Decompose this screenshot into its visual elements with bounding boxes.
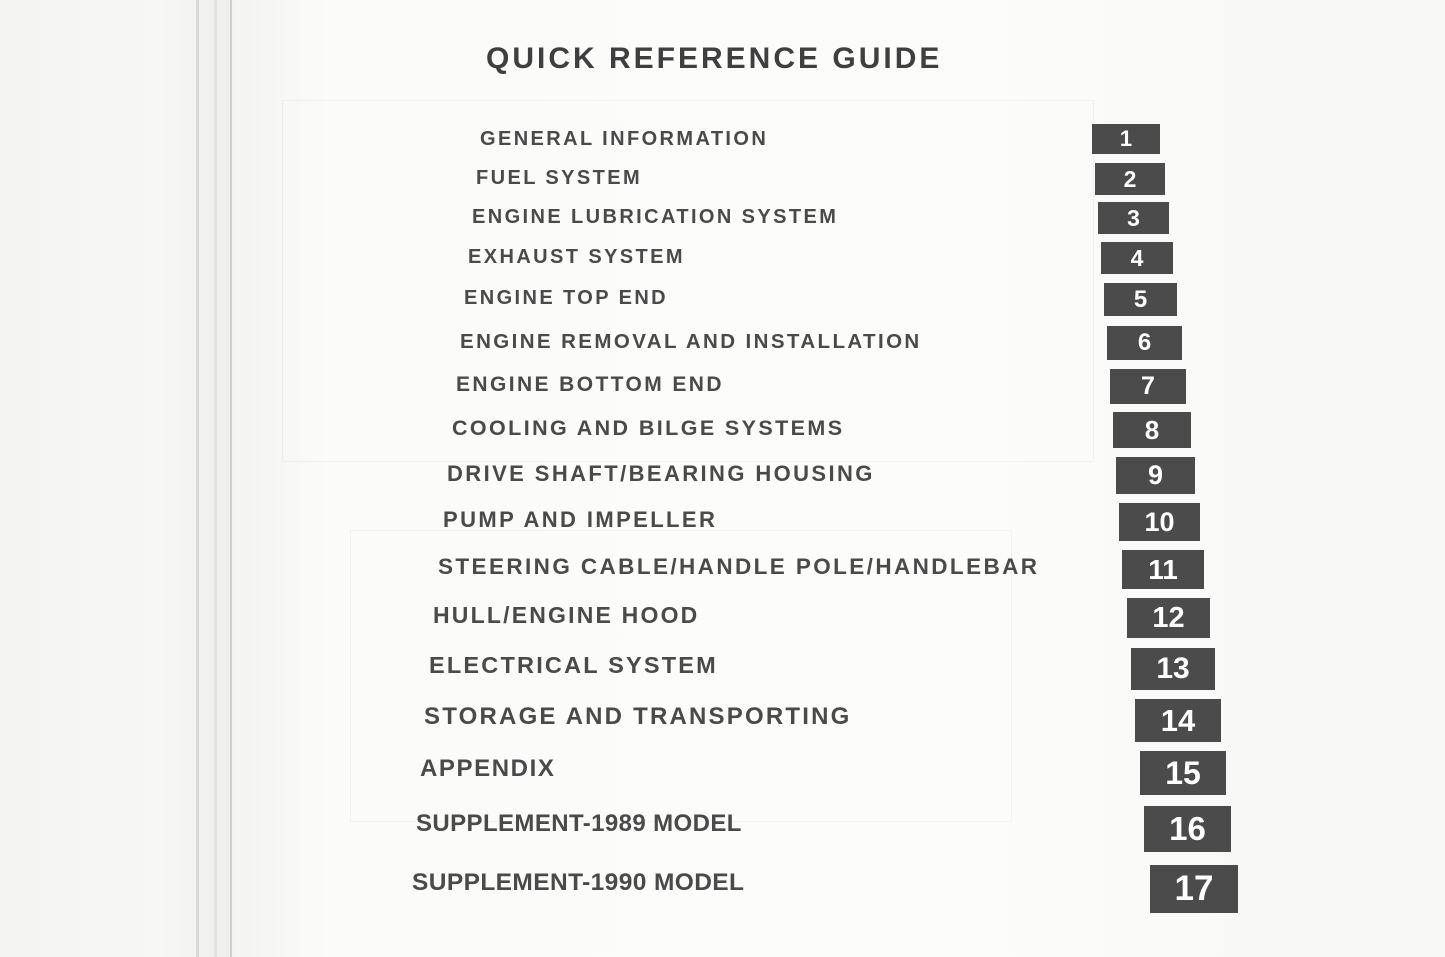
page-title: QUICK REFERENCE GUIDE — [486, 42, 943, 75]
section-tab — [1122, 550, 1204, 589]
toc-entry-label: DRIVE SHAFT/BEARING HOUSING — [447, 461, 875, 486]
toc-entry-label: ENGINE REMOVAL AND INSTALLATION — [460, 330, 922, 353]
section-number: 2 — [1123, 166, 1137, 192]
section-number: 5 — [1133, 286, 1148, 313]
section-tab — [1101, 242, 1173, 274]
page-edge — [214, 0, 217, 957]
toc-entry-label: APPENDIX — [420, 755, 556, 782]
toc-entry-label: COOLING AND BILGE SYSTEMS — [452, 416, 845, 440]
section-number: 12 — [1152, 602, 1185, 634]
toc-entry-label: ENGINE BOTTOM END — [456, 373, 724, 396]
section-tab — [1140, 751, 1226, 795]
section-tab — [1119, 503, 1200, 541]
section-number: 11 — [1148, 554, 1178, 585]
section-number: 14 — [1160, 703, 1196, 738]
section-tab — [1104, 283, 1177, 316]
section-tab — [1127, 598, 1210, 638]
section-number: 9 — [1147, 460, 1164, 490]
section-tab — [1098, 202, 1169, 234]
section-tab — [1150, 865, 1238, 913]
section-tab — [1107, 326, 1182, 360]
toc-entry-label: GENERAL INFORMATION — [480, 128, 769, 150]
section-tab — [1113, 412, 1191, 448]
toc-entry-label: HULL/ENGINE HOOD — [433, 602, 700, 628]
section-number: 4 — [1130, 245, 1144, 271]
section-number: 17 — [1174, 869, 1214, 908]
toc-entry-label: ENGINE LUBRICATION SYSTEM — [472, 206, 839, 228]
section-tab — [1131, 648, 1215, 690]
section-tab — [1144, 806, 1231, 852]
toc-entry-label: ELECTRICAL SYSTEM — [429, 652, 718, 678]
show-through — [282, 100, 1094, 462]
toc-entry-label: EXHAUST SYSTEM — [468, 246, 685, 268]
toc-entry-label: FUEL SYSTEM — [476, 167, 643, 189]
section-number: 13 — [1156, 652, 1190, 685]
section-number: 10 — [1144, 507, 1175, 537]
section-tab — [1116, 457, 1195, 494]
toc-entry-label: STORAGE AND TRANSPORTING — [424, 703, 852, 730]
section-number: 8 — [1144, 415, 1160, 445]
section-number: 16 — [1169, 810, 1206, 847]
page-edge — [196, 0, 199, 957]
section-number: 7 — [1141, 372, 1155, 400]
section-number: 15 — [1165, 755, 1201, 791]
toc-entry-label: ENGINE TOP END — [464, 287, 669, 309]
section-number: 6 — [1137, 329, 1152, 356]
toc-entry-label: PUMP AND IMPELLER — [443, 507, 718, 532]
toc-entry-label: SUPPLEMENT-1989 MODEL — [416, 810, 742, 837]
toc-entry-label: STEERING CABLE/HANDLE POLE/HANDLEBAR — [438, 554, 1040, 579]
section-number: 3 — [1127, 205, 1140, 231]
section-tab — [1135, 699, 1221, 742]
section-tab — [1092, 124, 1160, 154]
section-tab — [1095, 163, 1165, 195]
page-margin — [1225, 0, 1445, 957]
section-number: 1 — [1119, 126, 1133, 151]
section-tab — [1110, 369, 1186, 404]
toc-entry-label: SUPPLEMENT-1990 MODEL — [412, 869, 745, 896]
